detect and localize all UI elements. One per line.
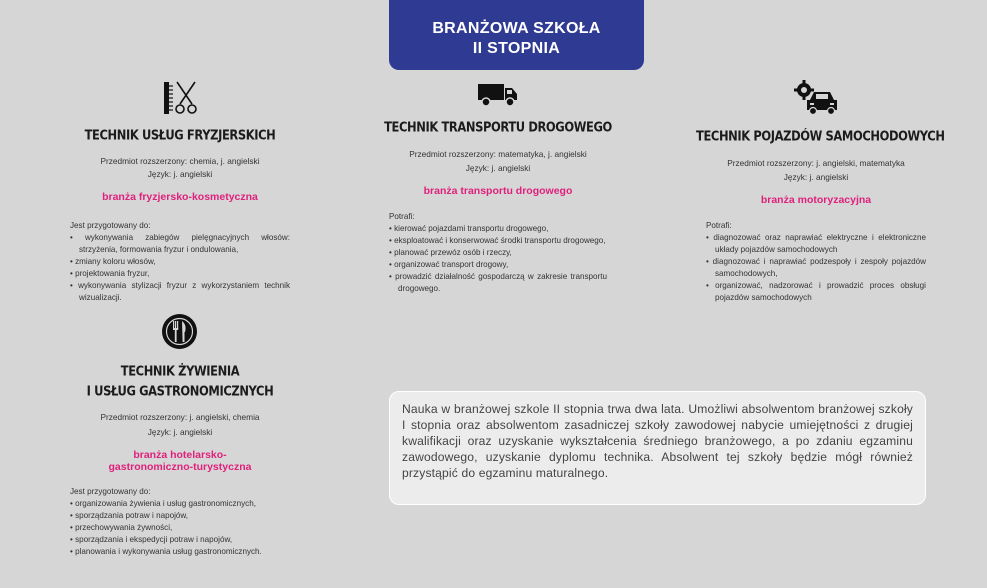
profile-subjects: Przedmiot rozszerzony: j. angielski, matematyka xyxy=(727,158,905,168)
comb-scissors-icon xyxy=(160,80,200,116)
branch-label-line-1: branża hotelarsko- xyxy=(133,449,227,461)
list-item: • wykonywania zabiegów pielęgnacyjnych włosów: strzyżenia, formowania fryzur i ondulowania, xyxy=(70,232,290,256)
skills-list xyxy=(70,486,300,558)
profile-language: Język: j. angielski xyxy=(147,169,213,179)
profile-title: TECHNIK USŁUG FRYZJERSKICH xyxy=(84,126,276,144)
branch-label: branża transportu drogowego xyxy=(423,185,573,197)
list-item: • planować przewóz osób i rzeczy, xyxy=(389,247,607,259)
profile-subjects: Przedmiot rozszerzony: chemia, j. angielski xyxy=(100,156,260,166)
list-item: • zmiany koloru włosów, xyxy=(70,256,290,268)
skills-list xyxy=(706,220,926,304)
list-item: • sporządzania potraw i napojów, xyxy=(70,510,300,522)
list-header: Potrafi: xyxy=(706,221,732,230)
branch-label: branża motoryzacyjna xyxy=(760,194,872,206)
list-item: • eksploatować i konserwować środki transportu drogowego, xyxy=(389,235,607,247)
list-header: Jest przygotowany do: xyxy=(70,487,151,496)
list-item: • planowania i wykonywania usług gastronomicznych. xyxy=(70,546,300,558)
list-item: • wykonywania stylizacji fryzur z wykorzystaniem technik wizualizacji. xyxy=(70,280,290,304)
list-item: • organizować transport drogowy, xyxy=(389,259,607,271)
banner-line-1: BRANŻOWA SZKOŁA xyxy=(432,20,601,37)
profile-title: TECHNIK POJAZDÓW SAMOCHODOWYCH xyxy=(696,127,945,145)
skills-list xyxy=(389,211,607,295)
list-item: • sporządzania i ekspedycji potraw i napojów, xyxy=(70,534,300,546)
list-item: • kierować pojazdami transportu drogowego, xyxy=(389,223,607,235)
list-header: Potrafi: xyxy=(389,212,415,221)
header-banner xyxy=(389,0,644,70)
profile-language: Język: j. angielski xyxy=(465,163,531,173)
profile-subjects: Przedmiot rozszerzony: matematyka, j. angielski xyxy=(409,149,587,159)
list-item: • przechowywania żywności, xyxy=(70,522,300,534)
profile-title: TECHNIK TRANSPORTU DROGOWEGO xyxy=(384,118,612,136)
fork-knife-plate-icon xyxy=(161,313,198,350)
list-item: • organizowania żywienia i usług gastronomicznych, xyxy=(70,498,300,510)
truck-icon xyxy=(478,82,518,108)
profile-title-line-2: I USŁUG GASTRONOMICZNYCH xyxy=(86,382,274,400)
profile-title-line-1: TECHNIK ŻYWIENIA xyxy=(120,362,240,380)
car-gear-icon xyxy=(794,80,840,116)
list-item: • prowadzić działalność gospodarczą w zakresie transportu drogowego. xyxy=(389,271,607,295)
list-item: • diagnozować i naprawiać podzespoły i zespoły pojazdów samochodowych, xyxy=(706,256,926,280)
skills-list xyxy=(70,220,290,304)
profile-subjects: Przedmiot rozszerzony: j. angielski, chemia xyxy=(100,412,260,422)
branch-label-line-2: gastronomiczno-turystyczna xyxy=(108,461,252,473)
banner-line-2: II STOPNIA xyxy=(472,40,561,57)
list-item: • projektowania fryzur, xyxy=(70,268,290,280)
list-item: • diagnozować oraz naprawiać elektryczne i elektroniczne układy pojazdów samochodowych xyxy=(706,232,926,256)
profile-language: Język: j. angielski xyxy=(147,427,213,437)
list-header: Jest przygotowany do: xyxy=(70,221,151,230)
profile-language: Język: j. angielski xyxy=(783,172,849,182)
branch-label: branża fryzjersko-kosmetyczna xyxy=(102,191,258,203)
list-item: • organizować, nadzorować i prowadzić proces obsługi pojazdów samochodowych xyxy=(706,280,926,304)
info-note: Nauka w branżowej szkole II stopnia trwa dwa lata. Umożliwi absolwentom branżowej szkoły I stopnia oraz absolwentom zasadniczej szkoły zawodowej nabycie umiejętności z drugiej kwalifikacji oraz uzyskanie wykształcenia średniego branżowego, a po zdaniu egzaminu zawodowego, uzyskanie dyplomu technika. Absolwent tej szkoły będzie mógł również przystąpić do egzaminu maturalnego. xyxy=(389,391,926,505)
